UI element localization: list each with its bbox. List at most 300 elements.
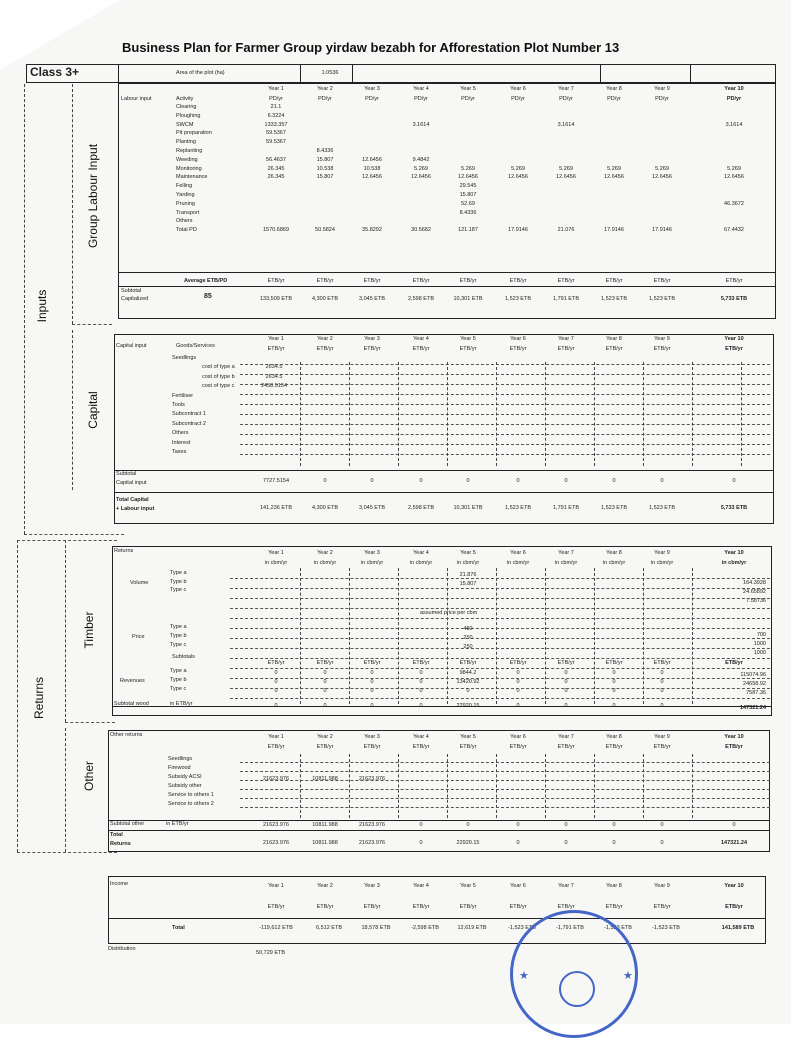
other-row-5: Service to others 2	[168, 801, 214, 807]
grid-line-h	[240, 771, 770, 772]
labour-activity-label: Activity	[176, 96, 194, 102]
capital-item-2: cost of type b	[202, 373, 235, 380]
timber-revenue-type-0: Type a	[170, 668, 187, 674]
labour-avg-unit: ETB/yr	[605, 278, 623, 284]
other-subtotal-value: 0	[466, 822, 470, 828]
labour-capitalized-value: 1,523 ETB	[649, 296, 675, 302]
capital-subtotal-value: 7727.5154	[263, 478, 289, 484]
timber-revenue-value: 7587.36	[746, 690, 766, 696]
labour-value: 67.4432	[724, 227, 744, 234]
labour-average-value: 85	[204, 293, 212, 300]
timber-volume-type-0: Type a	[170, 570, 187, 576]
labour-value: 17.9146	[508, 227, 528, 234]
labour-capitalized-value: 1,523 ETB	[505, 296, 531, 302]
timber-price-type-2: Type c	[170, 642, 187, 648]
timber-volume-y5: 15.807	[459, 580, 477, 587]
timber-unit-7: in cbm/yr	[554, 560, 578, 566]
capital-total-value: 3,045 ETB	[359, 505, 385, 511]
other-total-value: 21623.976	[263, 840, 289, 846]
grid-line-v	[545, 362, 546, 466]
other-unit-3: ETB/yr	[363, 744, 381, 750]
timber-subtotal-unit: ETB/yr	[316, 660, 334, 666]
grid-line-h	[240, 424, 770, 425]
labour-value: 1570.6869	[263, 227, 289, 234]
timber-revenue-value: 0	[660, 670, 664, 676]
income-year-1: Year 1	[268, 883, 284, 889]
other-row-0: Seedlings	[168, 756, 193, 762]
grid-line-h	[240, 807, 770, 808]
timber-year-5: Year 5	[460, 550, 476, 556]
labour-value: 5.269	[655, 165, 669, 172]
timber-unit-1: in cbm/yr	[264, 560, 288, 566]
timber-revenue-value: 9844.2	[459, 670, 477, 676]
labour-avg-unit: ETB/yr	[363, 278, 381, 284]
labour-value: 56.4637	[266, 156, 286, 163]
grid-line-h	[240, 404, 770, 405]
grid-line-h	[240, 364, 770, 365]
other-year-7: Year 7	[558, 734, 574, 740]
capital-year-10: Year 10	[724, 336, 744, 342]
labour-average-label: Average ETB/PD	[184, 278, 228, 284]
labour-year-7: Year 7	[558, 86, 574, 92]
labour-value: 5.269	[727, 165, 741, 172]
capital-unit-3: ETB/yr	[363, 346, 381, 352]
grid-line-v	[496, 754, 497, 818]
capital-subtotal-value: 0	[466, 478, 470, 484]
returns-side-label: Returns	[32, 676, 46, 720]
labour-year-3: Year 3	[364, 86, 380, 92]
capital-item-8: Others	[172, 430, 189, 437]
income-year-10: Year 10	[724, 883, 744, 889]
timber-revenue-value: 0	[419, 688, 423, 694]
timber-subtotals-label: Subtotals	[172, 654, 195, 660]
timber-revenue-value: 0	[370, 670, 374, 676]
other-unit-6: ETB/yr	[509, 744, 527, 750]
labour-value: 9.4842	[412, 156, 430, 163]
other-total-label-2: Returns	[110, 841, 131, 847]
timber-price-y10: 700	[756, 632, 766, 638]
income-total-value: -1,523 ETB	[508, 925, 536, 931]
capital-unit-1: ETB/yr	[267, 346, 285, 352]
other-total-value: 22920.15	[456, 840, 480, 846]
other-subtotal-value: 21623.976	[359, 822, 385, 828]
capital-subtotal-value: 0	[419, 478, 423, 484]
inputs-side-label: Inputs	[35, 289, 49, 323]
labour-activity-6: Weeding	[176, 156, 198, 163]
other-year-10: Year 10	[724, 734, 744, 740]
timber-price-y10: 1000	[753, 641, 766, 647]
other-total-value: 0	[660, 840, 664, 846]
grid-line-v	[496, 362, 497, 466]
timber-revenue-value: 0	[370, 688, 374, 694]
income-unit-7: ETB/yr	[557, 904, 575, 910]
timber-price-type-0: Type a	[170, 624, 187, 630]
labour-value: 15.807	[316, 174, 334, 181]
income-unit-8: ETB/yr	[605, 904, 623, 910]
timber-price-label: Price	[132, 634, 145, 640]
capital-subtotal-value: 0	[323, 478, 327, 484]
capital-item-3: cost of type c	[202, 383, 235, 390]
labour-capitalized-value: 10,301 ETB	[453, 296, 483, 302]
grid-line-h	[230, 588, 770, 589]
timber-assumed-label: assumed price per cbm	[420, 610, 478, 616]
timber-revenue-value: 0	[516, 688, 520, 694]
capital-unit-10: ETB/yr	[725, 346, 743, 352]
capital-item-4: Fertiliser	[172, 392, 194, 399]
other-subsidy-value: 21623.976	[359, 776, 385, 782]
timber-revenue-value: 0	[274, 688, 278, 694]
labour-value: 52.69	[461, 200, 475, 207]
labour-value: 8.4336	[459, 209, 477, 216]
labour-subtotal-label: Subtotal	[121, 288, 142, 294]
capital-total-value: 1,523 ETB	[601, 505, 627, 511]
income-unit-6: ETB/yr	[509, 904, 527, 910]
labour-activity-11: Pruning	[176, 200, 195, 207]
timber-subtotal-wood-value: 0	[660, 703, 664, 709]
labour-value: 50.5824	[315, 227, 335, 234]
timber-subtotal-wood-value: 0	[612, 703, 616, 709]
grid-line-h	[240, 414, 770, 415]
labour-unit-9: PD/yr	[655, 96, 669, 102]
grid-line-v	[300, 754, 301, 818]
grid-line-h	[230, 578, 770, 579]
income-total-value: -119,612 ETB	[259, 925, 293, 931]
labour-avg-unit: ETB/yr	[557, 278, 575, 284]
capital-year-2: Year 2	[317, 336, 333, 342]
grid-line-h	[240, 762, 770, 763]
labour-unit-10: PD/yr	[726, 96, 742, 102]
labour-value: 59.5367	[266, 130, 286, 137]
labour-activity-8: Maintenance	[176, 174, 208, 181]
grid-line-h	[240, 434, 770, 435]
labour-avg-unit: ETB/yr	[316, 278, 334, 284]
labour-value: 6.3224	[267, 112, 285, 119]
labour-value: 12.6456	[508, 174, 528, 181]
grid-line-h	[230, 648, 770, 649]
labour-value: 3.1614	[412, 121, 430, 128]
capital-unit-9: ETB/yr	[653, 346, 671, 352]
other-total-value: 0	[419, 840, 423, 846]
timber-subtotal-unit: ETB/yr	[363, 660, 381, 666]
labour-activity-9: Felling	[176, 183, 193, 190]
grid-line-h	[240, 798, 770, 799]
labour-activity-5: Replanting	[176, 148, 203, 154]
timber-section-label: Returns	[114, 548, 134, 554]
labour-capitalized-value: 1,523 ETB	[601, 296, 627, 302]
capital-year-5: Year 5	[460, 336, 476, 342]
labour-avg-unit: ETB/yr	[653, 278, 671, 284]
labour-year-10: Year 10	[724, 86, 744, 92]
capital-section-label: Capital input	[116, 343, 147, 349]
labour-value: 17.9146	[652, 227, 672, 234]
capital-year-8: Year 8	[606, 336, 622, 342]
labour-value: 12.6456	[604, 174, 624, 181]
capital-year-1: Year 1	[268, 336, 284, 342]
grid-line-v	[349, 362, 350, 466]
income-total-value: 6,512 ETB	[316, 925, 342, 931]
labour-avg-unit: ETB/yr	[725, 278, 743, 284]
grid-line-h	[230, 688, 770, 689]
grid-line-h	[240, 789, 770, 790]
class-label: Class 3+	[30, 65, 80, 79]
labour-value: 3.1614	[725, 121, 743, 128]
income-total-value: 141,589 ETB	[721, 925, 755, 931]
timber-revenue-value: 0	[612, 679, 616, 685]
income-unit-9: ETB/yr	[653, 904, 671, 910]
capital-unit-2: ETB/yr	[316, 346, 334, 352]
capital-total-value: 1,523 ETB	[649, 505, 675, 511]
other-unit-8: ETB/yr	[605, 744, 623, 750]
other-unit-7: ETB/yr	[557, 744, 575, 750]
labour-value: 12.6456	[362, 156, 382, 163]
labour-activity-1: Ploughing	[176, 112, 201, 119]
income-section-label: Income	[110, 881, 129, 887]
stamp-emblem	[559, 971, 595, 1007]
grid-line-h	[230, 678, 770, 679]
timber-subtotal-wood-value: 147321.24	[740, 705, 766, 711]
labour-year-2: Year 2	[317, 86, 333, 92]
income-year-4: Year 4	[413, 883, 429, 889]
other-year-5: Year 5	[460, 734, 476, 740]
grid-line-h	[230, 608, 770, 609]
other-subtotal-unit: in ETB/yr	[166, 821, 189, 827]
other-subtotal-value: 0	[564, 822, 568, 828]
capital-unit-5: ETB/yr	[459, 346, 477, 352]
labour-value: 15.807	[316, 156, 334, 163]
capital-subtotal-value: 0	[732, 478, 736, 484]
capital-total-value: 5,733 ETB	[720, 505, 748, 511]
labour-value: 12.6456	[556, 174, 576, 181]
labour-avg-unit: ETB/yr	[509, 278, 527, 284]
other-total-value: 0	[516, 840, 520, 846]
timber-subtotal-unit: ETB/yr	[557, 660, 575, 666]
distribution-label: Distribution	[108, 946, 136, 952]
timber-subtotal-wood-value: 0	[516, 703, 520, 709]
capital-subtotal-value: 0	[612, 478, 616, 484]
capital-year-3: Year 3	[364, 336, 380, 342]
timber-subtotal-wood-value: 0	[370, 703, 374, 709]
timber-unit-10: in cbm/yr	[721, 560, 747, 566]
capital-total-value: 4,300 ETB	[312, 505, 338, 511]
labour-unit-7: PD/yr	[559, 96, 573, 102]
income-unit-5: ETB/yr	[459, 904, 477, 910]
capital-year-4: Year 4	[413, 336, 429, 342]
capital-item-5: Tools	[172, 402, 185, 408]
capital-subtotal-value: 0	[660, 478, 664, 484]
labour-year-1: Year 1	[268, 86, 284, 92]
other-year-8: Year 8	[606, 734, 622, 740]
labour-value: 12.6456	[411, 174, 431, 181]
labour-activity-13: Others	[176, 218, 193, 225]
grid-line-h	[240, 384, 770, 385]
capital-subtotal-value: 0	[564, 478, 568, 484]
labour-year-5: Year 5	[460, 86, 476, 92]
labour-value: 35.8292	[362, 227, 382, 234]
capital-unit-8: ETB/yr	[605, 346, 623, 352]
capital-year-9: Year 9	[654, 336, 670, 342]
official-stamp: ★ ★	[510, 910, 638, 1038]
capital-side-label: Capital	[86, 391, 100, 429]
grid-line-h	[230, 698, 770, 699]
capital-value: 2458.5154	[261, 383, 287, 390]
labour-year-4: Year 4	[413, 86, 429, 92]
capital-total-value: 1,791 ETB	[553, 505, 579, 511]
grid-line-h	[240, 780, 770, 781]
other-row-1: Firewood	[168, 765, 191, 771]
area-label: Area of the plot (ha)	[176, 70, 225, 76]
labour-value: 46.3672	[724, 200, 744, 207]
capital-total-value: 2,598 ETB	[408, 505, 434, 511]
timber-price-y5: 250	[463, 635, 473, 641]
labour-avg-unit: ETB/yr	[459, 278, 477, 284]
other-total-value: 0	[612, 840, 616, 846]
other-subtotal-value: 0	[660, 822, 664, 828]
capital-total-label: Total Capital	[116, 497, 149, 503]
capital-year-7: Year 7	[558, 336, 574, 342]
income-unit-10: ETB/yr	[725, 904, 743, 910]
labour-value: 5.269	[559, 165, 573, 172]
other-subsidy-value: 10811.988	[312, 776, 338, 782]
other-subtotal-label: Subtotal other	[110, 821, 145, 827]
capital-value: 2634.5	[265, 373, 283, 380]
grid-line-h	[230, 598, 770, 599]
income-total-label: Total	[172, 925, 185, 931]
timber-volume-y5: 21.876	[459, 572, 477, 578]
other-row-4: Service to others 1	[168, 792, 214, 798]
grid-line-h	[240, 444, 770, 445]
capital-item-7: Subcontract 2	[172, 420, 206, 427]
other-side-label: Other	[82, 761, 96, 792]
other-unit-5: ETB/yr	[459, 744, 477, 750]
labour-value: 3.1614	[557, 121, 575, 128]
labour-avg-unit: ETB/yr	[267, 278, 285, 284]
labour-unit-1: PD/yr	[269, 96, 283, 102]
labour-value: 1333.357	[264, 121, 288, 128]
other-subsidy-value: 21623.976	[263, 776, 289, 782]
timber-revenue-value: 0	[323, 688, 327, 694]
income-total-value: -1,523 ETB	[604, 925, 632, 931]
capital-goods-label: Goods/Services	[176, 343, 215, 349]
timber-revenue-value: 0	[274, 670, 278, 676]
grid-line-h	[230, 658, 770, 659]
labour-capitalized-label: Capitalized	[121, 296, 149, 302]
grid-line-v	[447, 362, 448, 466]
timber-subtotal-wood-value: 0	[274, 703, 278, 709]
other-year-3: Year 3	[364, 734, 380, 740]
grid-line-h	[230, 618, 770, 619]
income-year-7: Year 7	[558, 883, 574, 889]
timber-revenue-value: 0	[370, 679, 374, 685]
timber-year-2: Year 2	[317, 550, 333, 556]
labour-capitalized-value: 5,733 ETB	[720, 296, 748, 302]
capital-unit-4: ETB/yr	[412, 346, 430, 352]
labour-unit-3: PD/yr	[365, 96, 379, 102]
timber-revenue-value: 0	[274, 679, 278, 685]
labour-avg-unit: ETB/yr	[412, 278, 430, 284]
timber-year-7: Year 7	[558, 550, 574, 556]
timber-subtotal-unit: ETB/yr	[459, 660, 477, 666]
labour-unit-6: PD/yr	[511, 96, 525, 102]
timber-revenue-value: 0	[564, 670, 568, 676]
page-title: Business Plan for Farmer Group yirdaw bezabh for Afforestation Plot Number 13	[122, 40, 620, 55]
grid-line-h	[240, 394, 770, 395]
timber-subtotal-wood-value: 0	[564, 703, 568, 709]
timber-subtotal-wood-value: 22920.15	[456, 703, 480, 709]
other-total-value: 147321.24	[721, 840, 747, 846]
timber-unit-8: in cbm/yr	[602, 560, 626, 566]
labour-year-6: Year 6	[510, 86, 526, 92]
grid-line-v	[643, 754, 644, 818]
grid-line-h	[230, 638, 770, 639]
labour-value: 59.5367	[266, 139, 286, 146]
labour-activity-10: Yarding	[176, 192, 195, 198]
timber-subtotal-wood-unit: in ETB/yr	[170, 701, 193, 707]
timber-price-y5: 450	[463, 626, 473, 632]
grid-line-h	[240, 454, 770, 455]
timber-volume-y10: 164.3928	[743, 580, 766, 586]
labour-activity-0: Clearing	[176, 104, 197, 110]
timber-volume-y10: 24.65892	[743, 589, 766, 595]
grid-line-v	[594, 362, 595, 466]
capital-subtotal-value: 0	[370, 478, 374, 484]
labour-value: 121.187	[458, 227, 478, 234]
labour-value: 5.269	[511, 165, 525, 172]
timber-subtotal-unit: ETB/yr	[412, 660, 430, 666]
labour-value: 10.538	[316, 165, 334, 172]
timber-revenue-value: 0	[516, 679, 520, 685]
distribution-value: 50,729 ETB	[256, 950, 286, 956]
timber-revenue-value: 0	[612, 670, 616, 676]
grid-line-v	[545, 754, 546, 818]
labour-section-label: Labour input	[121, 96, 152, 102]
labour-value: 26.345	[267, 165, 285, 172]
income-year-3: Year 3	[364, 883, 380, 889]
labour-value: 29.545	[459, 183, 477, 190]
income-year-5: Year 5	[460, 883, 476, 889]
labour-value: 21.1	[270, 104, 282, 110]
timber-revenue-value: 0	[419, 670, 423, 676]
other-row-3: Subsidy other	[168, 783, 202, 789]
capital-subtotal-value: 0	[516, 478, 520, 484]
capital-subtotal-label-2: Capital input	[116, 480, 147, 486]
labour-value: 5.269	[414, 165, 428, 172]
labour-value: 5.269	[461, 165, 475, 172]
income-total-value: 18,578 ETB	[361, 925, 391, 931]
labour-activity-14: Total PD	[176, 227, 197, 234]
capital-total-label-2: + Labour input	[116, 506, 155, 512]
timber-revenue-value: 0	[323, 670, 327, 676]
labour-year-8: Year 8	[606, 86, 622, 92]
timber-unit-2: in cbm/yr	[313, 560, 337, 566]
other-year-4: Year 4	[413, 734, 429, 740]
grid-line-h	[240, 374, 770, 375]
timber-subtotal-unit: ETB/yr	[725, 660, 743, 666]
timber-revenue-type-1: Type b	[170, 677, 187, 683]
timber-subtotal-unit: ETB/yr	[267, 660, 285, 666]
timber-unit-9: in cbm/yr	[650, 560, 674, 566]
income-year-6: Year 6	[510, 883, 526, 889]
labour-capitalized-value: 133,509 ETB	[259, 296, 293, 302]
income-year-2: Year 2	[317, 883, 333, 889]
timber-year-9: Year 9	[654, 550, 670, 556]
timber-unit-5: in cbm/yr	[456, 560, 480, 566]
timber-revenue-value: 13420.92	[456, 679, 480, 685]
capital-item-6: Subcontract 1	[172, 411, 206, 418]
other-total-value: 21623.976	[359, 840, 385, 846]
grid-line-v	[643, 362, 644, 466]
header-row	[26, 64, 776, 83]
capital-item-0: Seedlings	[172, 355, 197, 361]
